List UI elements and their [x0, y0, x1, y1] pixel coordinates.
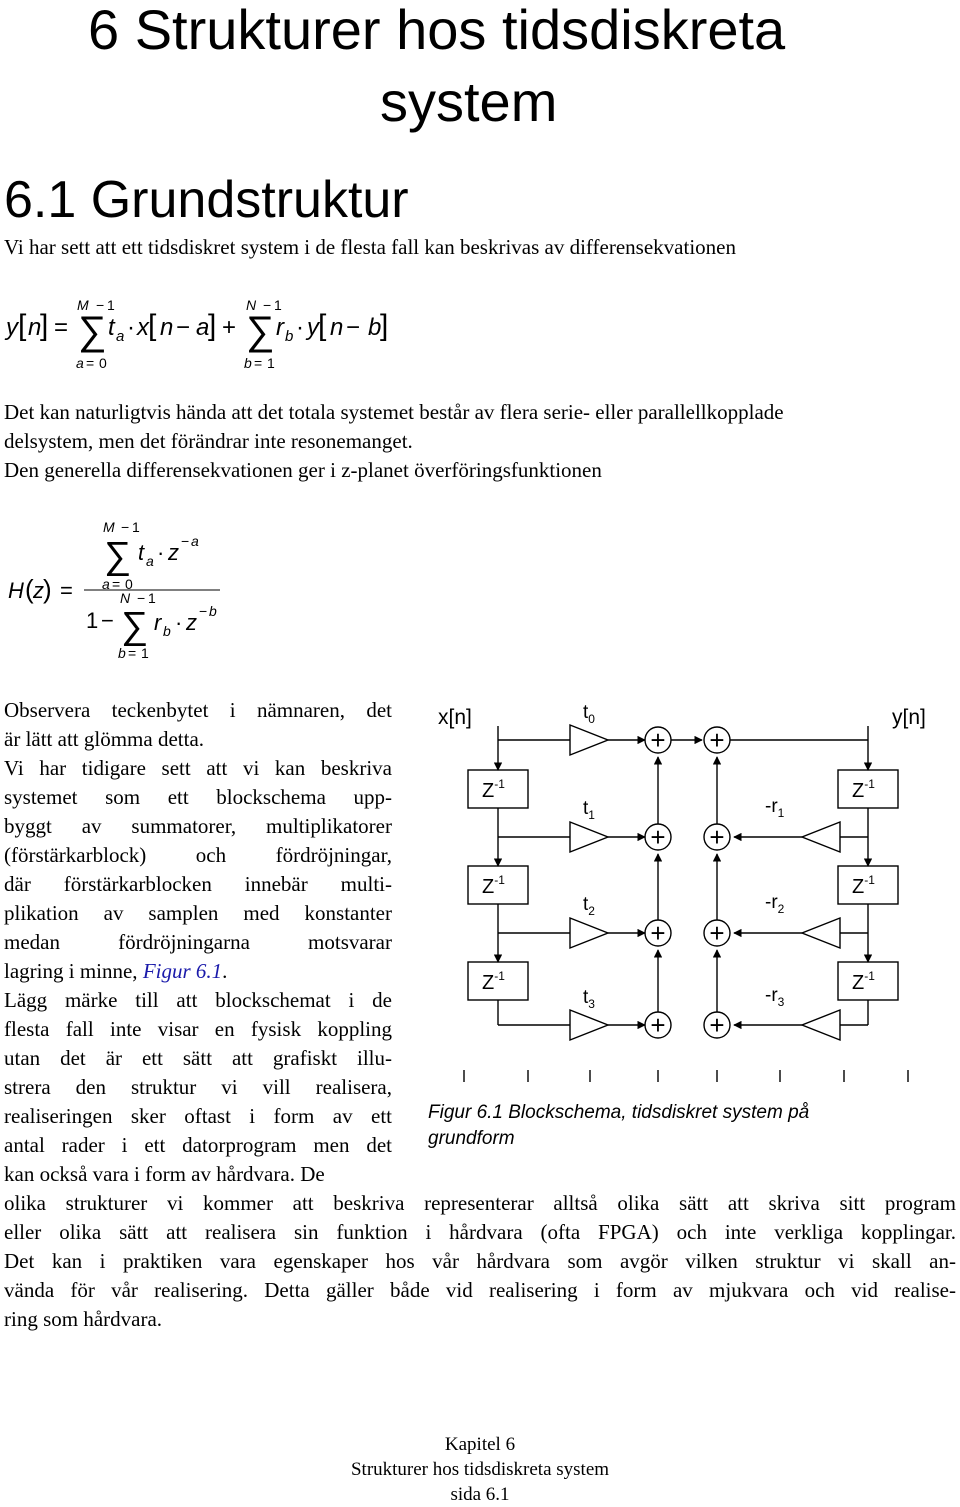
svg-text:·: · [127, 314, 135, 341]
svg-text:-r1 [765, 796, 785, 820]
svg-text:=: = [60, 578, 73, 603]
svg-text:1: 1 [148, 590, 156, 606]
svg-text:n: n [28, 314, 42, 341]
delay-label: Z [852, 876, 865, 898]
delay-superscript: -1 [864, 969, 875, 983]
sum-symbol: + [650, 918, 666, 948]
svg-text:z: z [168, 540, 179, 565]
svg-text:−: − [137, 590, 146, 606]
sum-symbol: + [709, 1010, 725, 1040]
svg-text:−: − [346, 314, 361, 341]
svg-text:t3 [583, 987, 595, 1011]
svg-text:Z-1 [482, 969, 505, 994]
svg-text:N: N [120, 590, 131, 606]
svg-text:1: 1 [267, 355, 275, 370]
multiplier-t3 [570, 1010, 608, 1040]
sum-symbol: + [709, 822, 725, 852]
left-column-text [4, 696, 392, 1189]
svg-text:Z-1 [852, 873, 875, 898]
svg-text:∑: ∑ [104, 535, 132, 577]
multiplier-t0 [570, 725, 608, 755]
svg-text:·: · [157, 540, 165, 565]
svg-text:=: = [86, 355, 95, 370]
svg-text:1: 1 [274, 297, 282, 313]
svg-text:z: z [186, 610, 197, 635]
paragraph-line: delsystem, men det förändrar inte resonemanget. [4, 429, 413, 453]
figure-caption-line1: Figur 6.1 Blockschema, tidsdiskret system på [428, 1102, 810, 1123]
bottom-paragraph [4, 1189, 956, 1334]
transfer-function-equation [0, 510, 240, 670]
figure-caption-line2: grundform [428, 1128, 515, 1149]
coef-subscript: 3 [777, 995, 785, 1009]
svg-text:1: 1 [141, 645, 149, 661]
svg-text:Z-1 [482, 777, 505, 802]
delay-label: Z [482, 876, 495, 898]
delay-superscript: -1 [494, 873, 505, 887]
text-line: eller olika sätt att realisera sin funktion i hårdvara (ofta FPGA) och inte verkliga kopplingar. [4, 1220, 956, 1244]
svg-text:a: a [116, 328, 125, 345]
delay-label: Z [482, 972, 495, 994]
text-line: byggt av summatorer, multiplikatorer [4, 814, 392, 838]
output-label: y[n] [892, 706, 926, 729]
svg-text:-r3 [765, 985, 785, 1009]
svg-text:n: n [330, 314, 344, 341]
multiplier-t2 [570, 918, 608, 948]
page-title-line1: 6 Strukturer hos tidsdiskreta [88, 0, 786, 61]
svg-text:a: a [102, 576, 110, 592]
svg-text:r: r [154, 610, 162, 635]
svg-text:r: r [276, 314, 284, 341]
footer-page: sida 6.1 [450, 1484, 510, 1505]
text-line: plikation av samplen med konstanter [4, 901, 392, 925]
text-line: realiseringen sker oftast i form av ett [4, 1104, 392, 1128]
coef-subscript: 2 [777, 902, 785, 916]
svg-text:[: [ [318, 309, 327, 342]
svg-text:[: [ [148, 309, 157, 342]
svg-text:t1 [583, 798, 595, 822]
sum-symbol: + [650, 822, 666, 852]
coef-subscript: 1 [588, 808, 595, 822]
svg-text:Z-1 [852, 777, 875, 802]
input-label: x[n] [438, 706, 472, 729]
text-line: flesta fall inte visar en fysisk koppling [4, 1017, 392, 1041]
svg-text:b: b [163, 623, 171, 639]
svg-text:-r2 [765, 892, 785, 916]
svg-text:H: H [8, 578, 24, 603]
sum-symbol: + [650, 725, 666, 755]
svg-text:Z-1 [482, 873, 505, 898]
svg-text:y: y [307, 314, 319, 341]
page-title-line2: system [380, 70, 558, 133]
footer-chapter: Kapitel 6 [444, 1434, 516, 1455]
paragraph-line: Det kan naturligtvis hända att det totala systemet består av flera serie- eller parallellkopplade [4, 400, 784, 424]
svg-text:z: z [33, 578, 44, 603]
svg-text:·: · [296, 314, 304, 341]
coef-subscript: 3 [588, 997, 595, 1011]
text-line: vända för vår realisering. Detta gäller både vid realisering i form av mjukvara och vid realise- [4, 1278, 956, 1302]
svg-text:=: = [254, 355, 263, 370]
footer-title: Strukturer hos tidsdiskreta system [350, 1459, 610, 1480]
svg-text:n: n [160, 314, 174, 341]
multiplier-t1 [570, 822, 608, 852]
svg-text:∑: ∑ [121, 605, 149, 647]
svg-text:=: = [128, 645, 137, 661]
block-diagram [420, 690, 960, 1090]
multiplier-r1 [802, 822, 840, 852]
svg-text:[: [ [18, 309, 27, 342]
text-line: Det kan i praktiken vara egenskaper hos vår hårdvara som avgör vilken struktur vi skall an- [4, 1249, 956, 1273]
coef-subscript: 0 [588, 712, 595, 726]
svg-text:0: 0 [125, 576, 133, 592]
svg-text:−: − [176, 314, 191, 341]
svg-text:−: − [121, 519, 130, 535]
coef-label-r3: -r [765, 985, 778, 1006]
figure-reference-link[interactable]: Figur 6.1 [142, 959, 223, 983]
svg-text:]: ] [40, 309, 49, 342]
coef-label-t1: t [583, 798, 589, 819]
text-span: lagring i minne, [4, 959, 143, 983]
text-line: systemet som ett blockschema upp- [4, 785, 392, 809]
svg-text:=: = [112, 576, 121, 592]
svg-text:+: + [222, 314, 237, 341]
svg-text:]: ] [380, 309, 389, 342]
sum-symbol: + [709, 918, 725, 948]
svg-text:a: a [191, 533, 199, 549]
svg-text:): ) [43, 574, 52, 604]
coef-label-r2: -r [765, 892, 778, 913]
svg-text:M: M [103, 519, 115, 535]
text-span: . [222, 959, 228, 983]
svg-text:−: − [96, 297, 105, 313]
text-line [4, 957, 392, 986]
svg-text:a: a [76, 355, 84, 370]
text-line: kan också vara i form av hårdvara. De [4, 1162, 325, 1186]
svg-text:b: b [209, 603, 217, 619]
delay-superscript: -1 [864, 873, 875, 887]
delay-superscript: -1 [494, 777, 505, 791]
multiplier-r2 [802, 918, 840, 948]
coef-label-t0: t [583, 702, 589, 723]
svg-text:M: M [77, 297, 89, 313]
text-line: där förstärkarblocken innebär multi- [4, 872, 392, 896]
delay-superscript: -1 [864, 777, 875, 791]
coef-subscript: 1 [777, 806, 785, 820]
svg-text:(: ( [25, 574, 34, 604]
text-line: olika strukturer vi kommer att beskriva representerar alltså olika sätt att skriva sitt program [4, 1191, 956, 1215]
svg-text:−: − [101, 608, 114, 633]
text-line: är lätt att glömma detta. [4, 727, 205, 751]
section-heading: 6.1 Grundstruktur [4, 171, 409, 229]
paragraph-line: Den generella differensekvationen ger i z-planet överföringsfunktionen [4, 458, 602, 482]
svg-text:y: y [6, 314, 18, 341]
svg-text:]: ] [208, 309, 217, 342]
text-line: (förstärkarblock) och fördröjningar, [4, 843, 392, 867]
text-line: medan fördröjningarna motsvarar [4, 930, 392, 954]
coef-subscript: 2 [588, 904, 595, 918]
svg-text:b: b [368, 314, 382, 341]
svg-text:t: t [138, 540, 145, 565]
svg-text:−: − [181, 533, 190, 549]
delay-label: Z [852, 972, 865, 994]
svg-text:b: b [118, 645, 126, 661]
svg-text:a: a [196, 314, 210, 341]
text-line: Lägg märke till att blockschemat i de [4, 988, 392, 1012]
sum-symbol: + [709, 725, 725, 755]
svg-text:t0 [583, 702, 595, 726]
footer [280, 1432, 680, 1507]
svg-text:·: · [175, 610, 183, 635]
svg-text:∑: ∑ [246, 309, 275, 353]
svg-text:∑: ∑ [78, 309, 107, 353]
sum-symbol: + [650, 1010, 666, 1040]
svg-text:1: 1 [107, 297, 115, 313]
svg-text:−: − [199, 603, 208, 619]
svg-text:x: x [137, 314, 149, 341]
text-line: strera den struktur vi vill realisera, [4, 1075, 392, 1099]
delay-label: Z [852, 780, 865, 802]
svg-text:b: b [244, 355, 252, 370]
svg-text:1: 1 [132, 519, 140, 535]
text-line: utan det är ett sätt att grafiskt illu- [4, 1046, 392, 1070]
text-line: Observera teckenbytet i nämnaren, det [4, 698, 392, 722]
delay-label: Z [482, 780, 495, 802]
delay-superscript: -1 [494, 969, 505, 983]
difference-equation [0, 290, 420, 370]
svg-text:0: 0 [99, 355, 107, 370]
multiplier-r3 [802, 1010, 840, 1040]
svg-text:Z-1 [852, 969, 875, 994]
svg-text:b: b [285, 328, 294, 345]
coef-label-t3: t [583, 987, 589, 1008]
text-line: ring som hårdvara. [4, 1307, 163, 1331]
coef-label-r1: -r [765, 796, 778, 817]
svg-text:t: t [108, 314, 115, 341]
svg-text:N: N [246, 297, 257, 313]
svg-text:−: − [263, 297, 272, 313]
intro-paragraph: Vi har sett att ett tidsdiskret system i de flesta fall kan beskrivas av differensekvationen [4, 235, 736, 259]
svg-text:a: a [146, 553, 154, 569]
svg-text:=: = [54, 314, 69, 341]
svg-text:1: 1 [86, 608, 99, 633]
text-line: Vi har tidigare sett att vi kan beskriva [4, 756, 392, 780]
svg-text:t2 [583, 894, 595, 918]
text-line: antal rader i ett datorprogram men det [4, 1133, 392, 1157]
coef-label-t2: t [583, 894, 589, 915]
